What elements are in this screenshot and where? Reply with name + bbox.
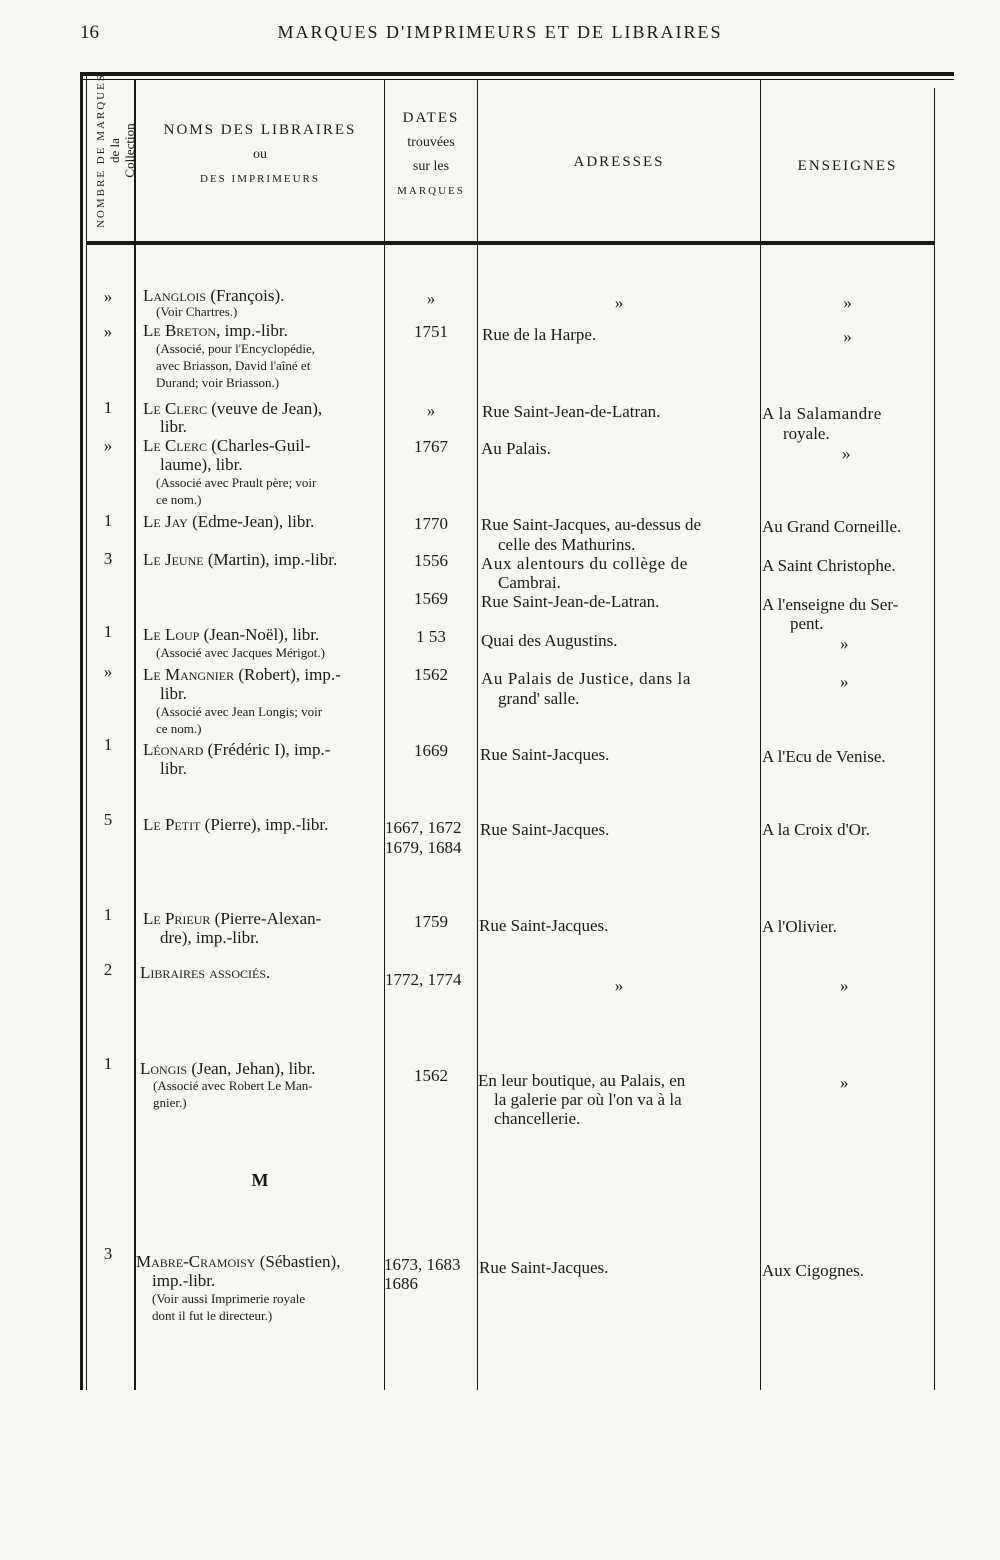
row-name: [143, 437, 310, 454]
row-dates-cont: 1686: [384, 1274, 418, 1293]
row-address: Quai des Augustins.: [481, 631, 618, 650]
row-note: ce nom.): [156, 492, 202, 507]
row-count: 3: [103, 1244, 113, 1263]
row-sign: A l'Ecu de Venise.: [762, 747, 886, 766]
row-address: Rue Saint-Jacques.: [479, 916, 609, 935]
col-divider-4: [760, 80, 761, 1390]
row-note: (Associé avec Jean Longis; voir: [156, 704, 323, 719]
row-name-surname: Le Petit: [143, 815, 201, 834]
row-name: [143, 287, 284, 304]
row-note: (Associé avec Jacques Mérigot.): [156, 645, 325, 660]
row-name: [140, 1060, 315, 1077]
row-dates: 1673, 1683: [384, 1255, 461, 1274]
row-name-rest: (Edme-Jean), libr.: [187, 512, 315, 531]
row-note: dont il fut le directeur.): [152, 1308, 273, 1323]
row-address: Aux alentours du collège de: [481, 554, 688, 573]
row-sign: A l'enseigne du Ser-: [762, 595, 899, 614]
row-name-rest: (Jean-Noël), libr.: [199, 625, 320, 644]
row-address: Rue Saint-Jacques.: [479, 1258, 609, 1277]
row-sign: »: [843, 327, 852, 346]
col-divider-1: [134, 80, 136, 1390]
row-name-surname: Le Prieur: [143, 909, 211, 928]
row-name-rest: (veuve de Jean),: [206, 399, 323, 418]
header-dates-line1: DATES: [402, 110, 460, 126]
row-note: Durand; voir Briasson.): [156, 375, 280, 390]
row-name-surname: Le Jay: [143, 512, 188, 531]
row-count: »: [103, 322, 113, 341]
row-dates: 1562: [414, 1066, 448, 1085]
row-name: [143, 322, 288, 339]
row-name-rest: (Pierre-Alexan-: [210, 909, 322, 928]
row-dates: 1556: [414, 551, 448, 570]
row-name-surname: Le Loup: [143, 625, 200, 644]
row-note: (Voir aussi Imprimerie royale: [152, 1291, 306, 1306]
row-address: Au Palais de Justice, dans la: [481, 669, 692, 688]
header-dates: [385, 110, 477, 197]
row-name-cont: laume), libr.: [160, 455, 243, 474]
table-left-border-inner: [86, 72, 87, 1390]
row-name: [143, 666, 341, 683]
row-sign: »: [843, 293, 852, 312]
col-divider-2: [384, 80, 385, 1390]
row-count: 1: [103, 398, 113, 417]
row-sign-cont: pent.: [790, 614, 824, 633]
row-name-surname: Le Breton: [143, 321, 217, 340]
row-sign: »: [840, 1073, 849, 1092]
row-note: avec Briasson, David l'aîné et: [156, 358, 311, 373]
header-addresses: ADRESSES: [573, 154, 665, 170]
row-dates: 1 53: [416, 627, 446, 646]
row-name: [143, 626, 319, 643]
table-left-border: [80, 72, 83, 1390]
row-count: 1: [103, 735, 113, 754]
row-sign: Aux Cigognes.: [762, 1261, 864, 1280]
header-dates-line4: MARQUES: [397, 185, 465, 197]
header-count-line1: NOMBRE DE MARQUES: [94, 72, 107, 228]
header-dates-line2: trouvées: [407, 135, 455, 150]
row-name-surname: Langlois: [143, 286, 207, 305]
row-name: [143, 551, 337, 568]
row-count: 1: [103, 1054, 113, 1073]
row-name-cont: libr.: [160, 759, 187, 778]
row-name-rest: (François).: [206, 286, 285, 305]
row-address: Rue Saint-Jean-de-Latran.: [481, 592, 660, 611]
row-name-rest: (Pierre), imp.-libr.: [200, 815, 329, 834]
header-names-line3: DES IMPRIMEURS: [200, 173, 320, 185]
row-count: »: [103, 436, 113, 455]
row-name-surname: Le Mangnier: [143, 665, 235, 684]
row-dates: 1562: [414, 665, 448, 684]
row-address: »: [614, 976, 624, 995]
row-address: Rue de la Harpe.: [482, 325, 597, 344]
row-address: En leur boutique, au Palais, en: [478, 1071, 686, 1090]
row-address-cont: chancellerie.: [494, 1109, 581, 1128]
row-name: [143, 400, 322, 417]
row-sign: A l'Olivier.: [762, 917, 837, 936]
header-count-line2: de la: [106, 137, 122, 163]
row-note: gnier.): [153, 1095, 187, 1110]
row-name-cont: imp.-libr.: [152, 1271, 216, 1290]
row-count: 1: [103, 511, 113, 530]
row-sign: »: [840, 672, 849, 691]
row-count: 2: [103, 960, 113, 979]
header-count-line3: Collection: [121, 122, 137, 178]
row-dates: »: [426, 401, 436, 420]
section-letter: M: [251, 1170, 269, 1190]
row-dates: 1569: [414, 589, 448, 608]
row-sign: »: [840, 976, 849, 995]
row-name: [143, 816, 328, 833]
row-name-rest: (Frédéric I), imp.-: [203, 740, 331, 759]
header-names-line2: ou: [253, 147, 267, 162]
row-address: Au Palais.: [481, 439, 551, 458]
row-sign: »: [840, 634, 849, 653]
row-name-surname: Le Clerc: [143, 436, 207, 455]
running-head: MARQUES D'IMPRIMEURS ET DE LIBRAIRES: [277, 22, 723, 42]
row-name-cont: libr.: [160, 684, 187, 703]
row-sign: A la Croix d'Or.: [762, 820, 870, 839]
row-count: »: [103, 287, 113, 306]
row-name-surname: Longis: [140, 1059, 188, 1078]
row-sign: A Saint Christophe.: [762, 556, 896, 575]
row-count: »: [103, 662, 113, 681]
header-dates-line3: sur les: [412, 159, 450, 174]
row-note: (Associé, pour l'Encyclopédie,: [156, 341, 316, 356]
row-address-cont: celle des Mathurins.: [498, 535, 636, 554]
row-note: (Voir Chartres.): [156, 304, 238, 319]
row-note: (Associé avec Prault père; voir: [156, 475, 317, 490]
row-address: Rue Saint-Jacques, au-dessus de: [481, 515, 702, 534]
row-dates: 1667, 1672: [385, 818, 462, 837]
row-sign: A la Salamandre: [762, 404, 882, 423]
row-name: [143, 513, 314, 530]
col-divider-3: [477, 80, 478, 1390]
row-address-cont: grand' salle.: [498, 689, 580, 708]
row-dates: 1751: [414, 322, 448, 341]
row-name-cont: libr.: [160, 417, 187, 436]
row-dates-cont: 1679, 1684: [385, 838, 462, 857]
header-signs: ENSEIGNES: [797, 158, 898, 174]
row-dates: »: [426, 289, 436, 308]
row-name: [143, 741, 330, 758]
row-name-surname: Mabre-Cramoisy: [136, 1252, 256, 1271]
row-address: »: [614, 293, 624, 312]
header-names-line1: NOMS DES LIBRAIRES: [163, 122, 357, 138]
table-top-rule-thin: [80, 79, 954, 80]
row-name: Libraires associés.: [140, 963, 271, 982]
row-count: 1: [103, 622, 113, 641]
row-address: Rue Saint-Jean-de-Latran.: [482, 402, 661, 421]
row-note: ce nom.): [156, 721, 202, 736]
row-sign-cont: royale.: [783, 424, 830, 443]
row-name: [136, 1253, 340, 1270]
row-address: Rue Saint-Jacques.: [480, 820, 610, 839]
row-address: Rue Saint-Jacques.: [480, 745, 610, 764]
row-dates: 1770: [414, 514, 448, 533]
row-dates: 1767: [414, 437, 448, 456]
header-names: [136, 122, 384, 185]
header-bottom-rule: [86, 241, 934, 245]
row-count: 3: [103, 549, 113, 568]
row-name-rest: (Robert), imp.-: [234, 665, 341, 684]
row-name-surname: Le Jeune: [143, 550, 204, 569]
row-address-cont: Cambrai.: [498, 573, 561, 592]
row-dates: 1772, 1774: [385, 970, 462, 989]
row-count: 5: [103, 810, 113, 829]
row-name-surname: Léonard: [143, 740, 204, 759]
row-sign: »: [842, 444, 851, 463]
row-name-rest: (Sébastien),: [255, 1252, 341, 1271]
row-name-rest: (Martin), imp.-libr.: [203, 550, 338, 569]
row-address-cont: la galerie par où l'on va à la: [494, 1090, 682, 1109]
row-name-cont: dre), imp.-libr.: [160, 928, 260, 947]
row-sign: Au Grand Corneille.: [762, 517, 902, 536]
row-count: 1: [103, 905, 113, 924]
row-note: (Associé avec Robert Le Man-: [153, 1078, 313, 1093]
row-dates: 1759: [414, 912, 448, 931]
row-name: [143, 910, 321, 927]
row-name-rest: , imp.-libr.: [216, 321, 288, 340]
table-top-rule: [80, 72, 954, 76]
row-name-surname: Le Clerc: [143, 399, 207, 418]
row-name-rest: (Jean, Jehan), libr.: [187, 1059, 316, 1078]
page-number: 16: [80, 22, 99, 43]
row-name-rest: (Charles-Guil-: [206, 436, 311, 455]
row-dates: 1669: [414, 741, 448, 760]
col-divider-5: [934, 88, 935, 1390]
